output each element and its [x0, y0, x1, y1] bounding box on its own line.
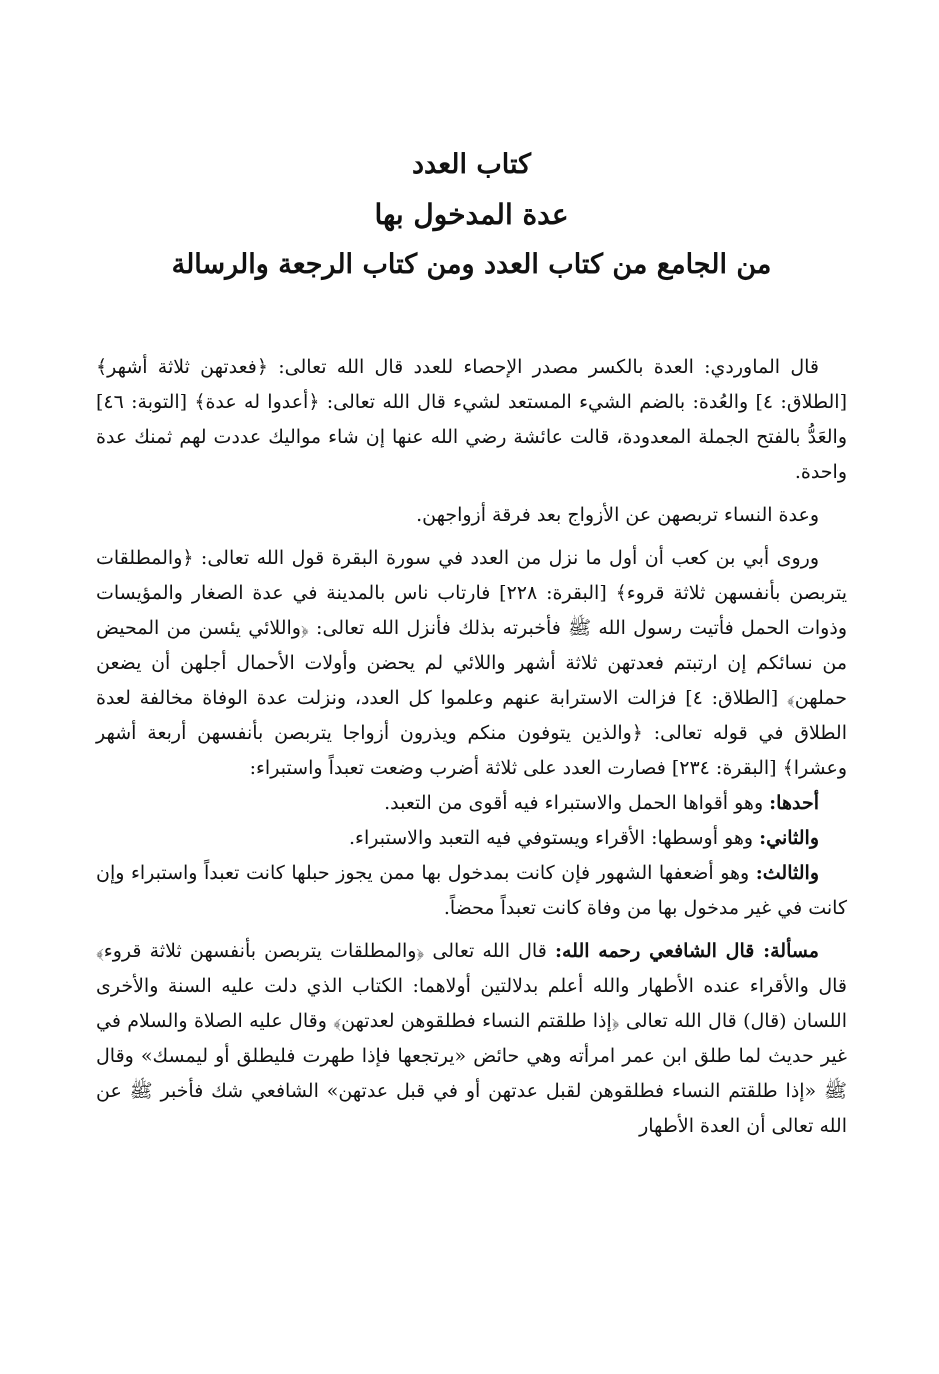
paragraph-text: وهو أقواها الحمل والاستبراء فيه أقوى من التعبد.	[384, 792, 764, 814]
paragraph-label: والثالث:	[755, 862, 819, 884]
title-block	[96, 140, 847, 290]
paragraph-label: أحدها:	[769, 792, 819, 814]
paragraph: قال الماوردي: العدة بالكسر مصدر الإحصاء للعدد قال الله تعالى: ﴿فعدتهن ثلاثة أشهر﴾ [الطلاق: ٤] والعُدة: بالضم الشيء المستعد لشيء قال الله تعالى: ﴿أعدوا له عدة﴾ [التوبة: ٤٦] والعَدُّ بالفتح الجملة المعدودة، قالت عائشة رضي الله عنها إن شاء مواليك عددت لهم ثمنك عدة واحدة.	[96, 356, 847, 483]
paragraph-label: والثاني:	[759, 827, 819, 849]
book-title: كتاب العدد	[412, 149, 531, 180]
paragraph	[96, 821, 847, 856]
paragraph: وعدة النساء تربصهن عن الأزواج بعد فرقة أزواجهن.	[416, 504, 819, 526]
paragraph	[96, 934, 847, 1144]
paragraph-text: وهو أضعفها الشهور فإن كانت بمدخول بها ممن يجوز حبلها كانت تعبداً واستبراء وإن كانت في غير مدخول بها من وفاة كانت تعبداً محضاً.	[96, 862, 847, 919]
paragraph	[96, 786, 847, 821]
paragraph-text: وهو أوسطها: الأقراء ويستوفي فيه التعبد والاستبراء.	[349, 827, 754, 849]
source-title: من الجامع من كتاب العدد ومن كتاب الرجعة والرسالة	[171, 249, 772, 280]
paragraph: وروى أبي بن كعب أن أول ما نزل من العدد في سورة البقرة قول الله تعالى: ﴿والمطلقات يتربصن بأنفسهن ثلاثة قروء﴾ [البقرة: ٢٢٨] فارتاب ناس بالمدينة في عدة الصغار والمؤيسات وذوات الحمل فأتيت رسول الله ﷺ فأخبرته بذلك فأنزل الله تعالى: ﴿واللائي يئسن من المحيض من نسائكم إن ارتبتم فعدتهن ثلاثة أشهر واللائي لم يحضن وأولات الأحمال أجلهن أن يضعن حملهن﴾ [الطلاق: ٤] فزالت الاسترابة عنهم وعلموا كل العدد، ونزلت عدة الوفاة مخالفة لعدة الطلاق في قوله تعالى: ﴿والذين يتوفون منكم ويذرون أزواجا يتربصن بأنفسهن أربعة أشهر وعشرا﴾ [البقرة: ٢٣٤] فصارت العدد على ثلاثة أضرب وضعت تعبداً واستبراء:	[96, 547, 847, 779]
chapter-title: عدة المدخول بها	[374, 198, 569, 231]
document-body	[96, 350, 847, 1144]
paragraph	[96, 856, 847, 926]
paragraph-label: مسألة: قال الشافعي رحمه الله:	[554, 940, 819, 962]
paragraph-text: قال الله تعالى ﴿والمطلقات يتربصن بأنفسهن ثلاثة قروء﴾ قال والأقراء عنده الأطهار والله أعلم بدلالتين أولاهما: الكتاب الذي دلت عليه السنة والأخرى اللسان (قال) قال الله تعالى ﴿إذا طلقتم النساء فطلقوهن لعدتهن﴾ وقال عليه الصلاة والسلام في غير حديث لما طلق ابن عمر امرأته وهي حائض «يرتجعها فإذا طهرت فليطلق أو ليمسك» وقال ﷺ «إذا طلقتم النساء فطلقوهن لقبل عدتهن أو في قبل عدتهن» الشافعي شك فأخبر ﷺ عن الله تعالى أن العدة الأطهار	[96, 940, 847, 1137]
